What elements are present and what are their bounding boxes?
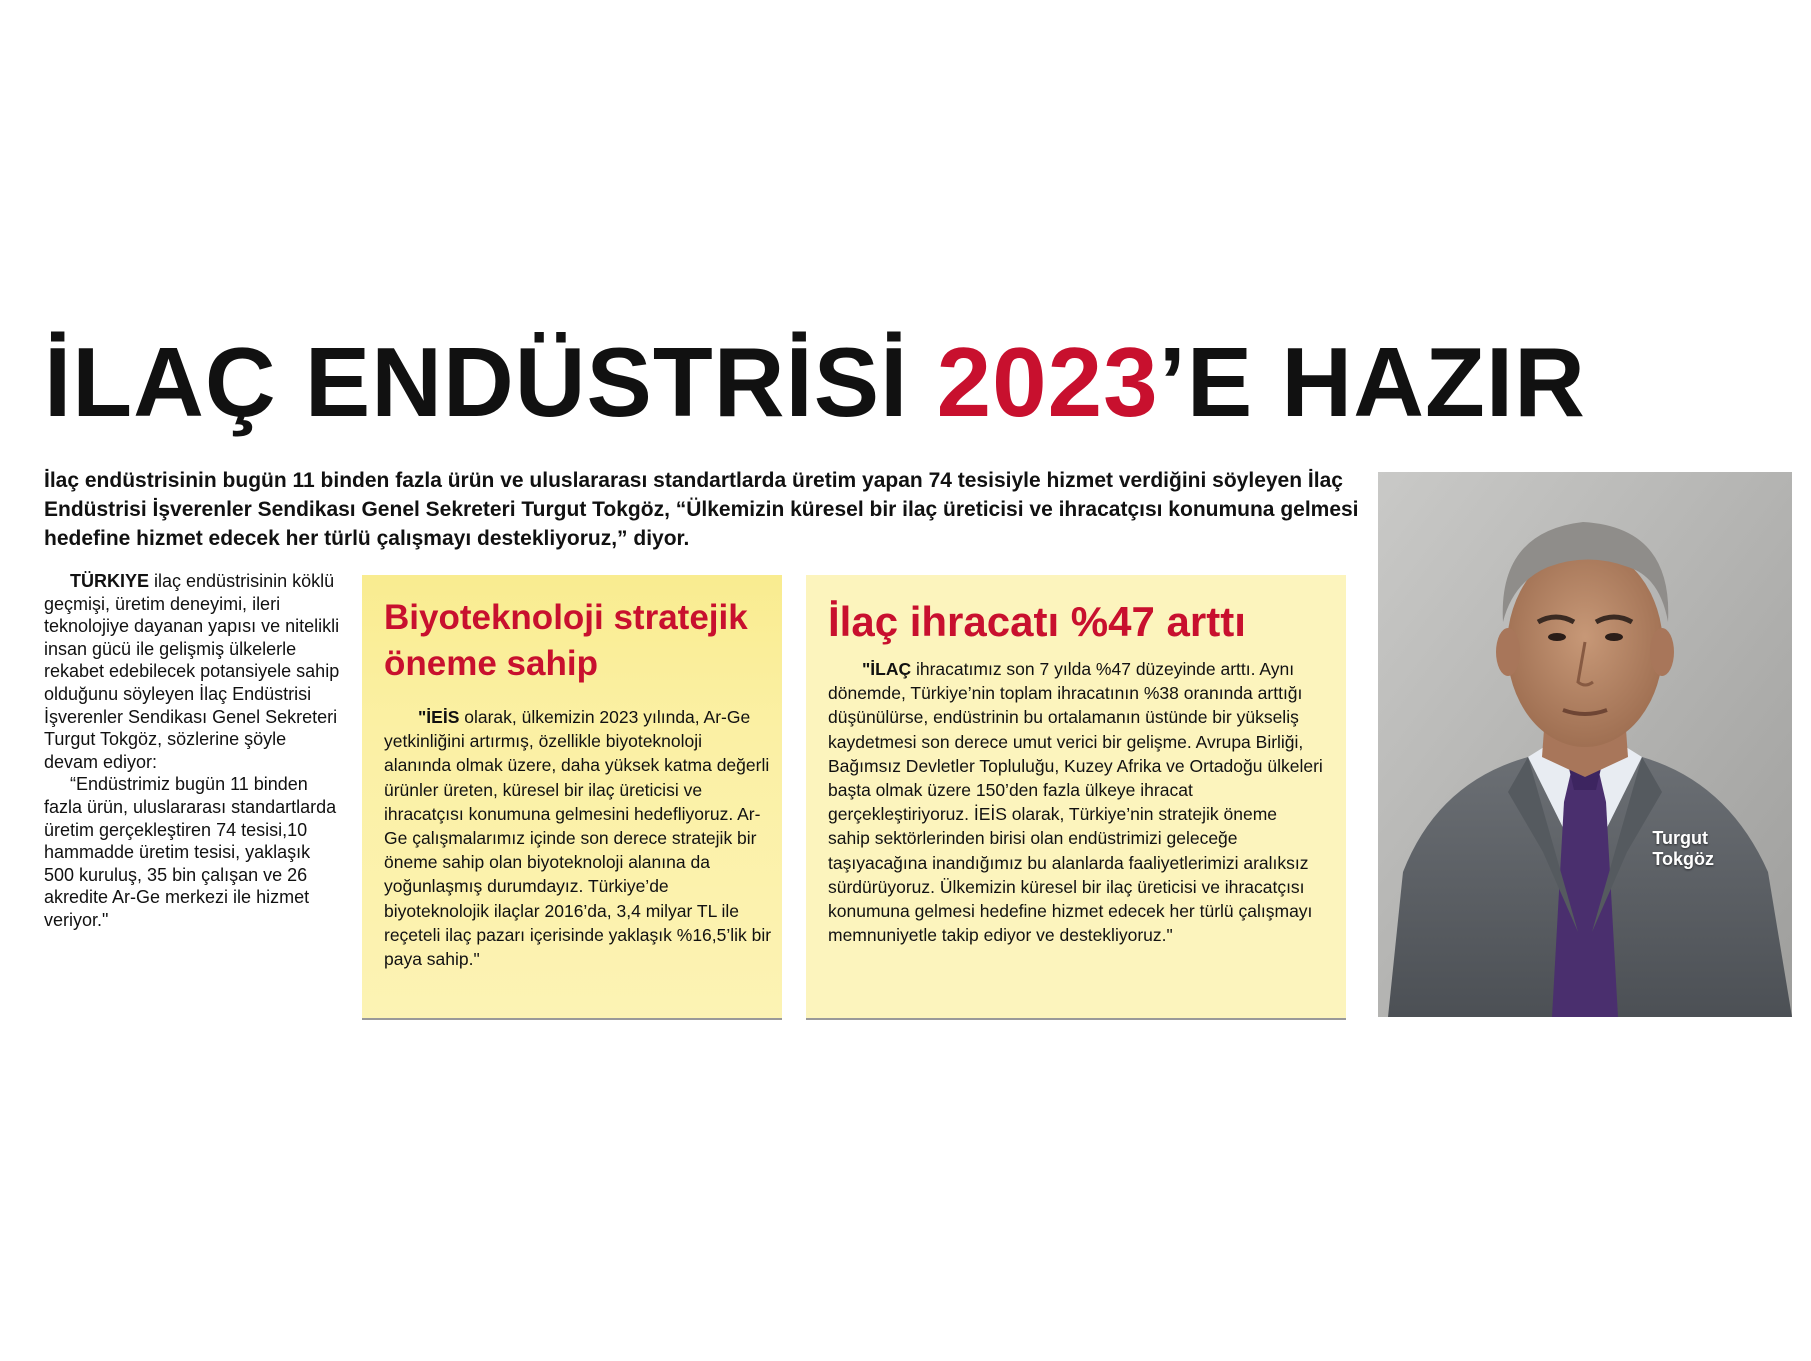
headline-highlight: 2023	[936, 327, 1159, 437]
caption-line-2: Tokgöz	[1652, 849, 1714, 869]
photo-caption	[1652, 828, 1714, 870]
box-bottom-rule	[806, 1018, 1346, 1020]
column-paragraph-1-text: ilaç endüstrisinin köklü geçmişi, üretim deneyimi, ileri teknolojiye dayanan yapısı ve nitelikli insan gücü ile gelişmiş ülkelerle rekabet edebilecek potansiyele sahip olduğunu söyleyen İlaç Endüstrisi İşverenler Sendikası Genel Sekreteri Turgut Tokgöz, sözlerine şöyle devam ediyor:	[44, 571, 340, 772]
box-body-text: ihracatımız son 7 yılda %47 düzeyinde arttı. Aynı dönemde, Türkiye’nin toplam ihracatının %38 oranında arttığı düşünülürse, endüstrinin bu ortalamanın üstünde bir yükseliş kaydetmesi son derece umut verici bir gelişme. Avrupa Birliği, Bağımsız Devletler Topluluğu, Kuzey Afrika ve Ortadoğu ülkeleri başta olmak üzere 150’den fazla ülkeye ihracat gerçekleştiriyoruz. İEİS olarak, Türkiye’nin stratejik öneme sahip sektörlerinden birisi olan endüstrimizi geleceğe taşıyacağına inandığımız bu alanlarda faaliyetlerimizi aralıksız sürdürüyoruz. Ülkemizin küresel bir ilaç üreticisi ve ihracatçısı konumuna gelmesi hedefine hizmet edecek her türlü çalışmayı memnuniyetle takip ediyor ve destekliyoruz."	[828, 659, 1323, 946]
portrait-photo	[1378, 472, 1792, 1017]
sidebar-box-exports	[806, 575, 1346, 1020]
column-lead-word: TÜRKIYE	[70, 571, 150, 591]
box-body	[384, 705, 772, 971]
caption-line-1: Turgut	[1652, 828, 1708, 848]
box-lead-word: "İLAÇ	[862, 659, 912, 679]
headline	[44, 327, 1784, 437]
box-title: İlaç ihracatı %47 arttı	[828, 598, 1246, 645]
sidebar-box-biotech	[362, 575, 782, 1020]
box-bottom-rule	[362, 1018, 782, 1020]
box-body	[828, 657, 1323, 947]
box-body-text: olarak, ülkemizin 2023 yılında, Ar-Ge yetkinliğini artırmış, özellikle biyoteknoloji alanında olmak üzere, daha yüksek katma değerli ürünler üreten, küresel bir ilaç üreticisi ve ihracatçısı konumuna gelmesini hedefliyoruz. Ar-Ge çalışmalarımız içinde son derece stratejik bir öneme sahip olan biyoteknoloji alanına da yoğunlaşmış durumdayız. Türkiye’de biyoteknolojik ilaçlar 2016’da, 3,4 milyar TL ile reçeteli ilaç pazarı içerisinde yaklaşık %16,5’lik bir paya sahip."	[384, 707, 772, 970]
headline-part1: İLAÇ ENDÜSTRİSİ	[44, 327, 937, 437]
headline-part2: ’E HAZIR	[1158, 327, 1586, 437]
lead-paragraph: İlaç endüstrisinin bugün 11 binden fazla ürün ve uluslararası standartlarda üretim yapan 74 tesisiyle hizmet verdiğini söyleyen İlaç Endüstrisi İşverenler Sendikası Genel Sekreteri Turgut Tokgöz, “Ülkemizin küresel bir ilaç üreticisi ve ihracatçısı konumuna gelmesi hedefine hizmet edecek her türlü çalışmayı destekliyoruz,” diyor.	[44, 469, 1359, 550]
body-column	[44, 570, 344, 932]
column-paragraph-1	[44, 570, 344, 773]
column-paragraph-2: “Endüstrimiz bugün 11 binden fazla ürün, uluslararası standartlarda üretim gerçekleştiren 74 tesisi,10 hammadde üretim tesisi, yaklaşık 500 kuruluş, 35 bin çalışan ve 26 akredite Ar-Ge merkezi ile hizmet veriyor."	[44, 774, 337, 930]
box-title: Biyoteknoloji stratejik öneme sahip	[384, 598, 748, 683]
portrait-illustration	[1378, 472, 1792, 1017]
box-lead-word: "İEİS	[418, 707, 460, 727]
